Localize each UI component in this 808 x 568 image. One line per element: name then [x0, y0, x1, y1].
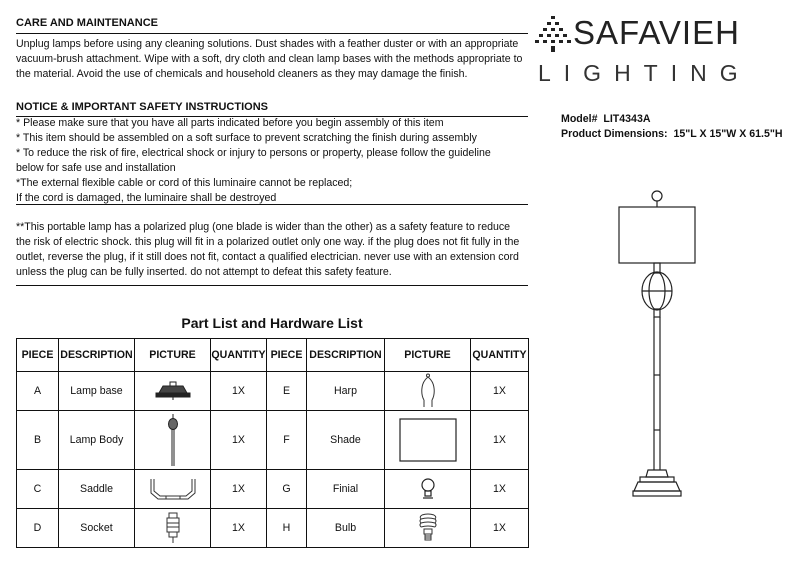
parts-list-title: Part List and Hardware List	[181, 315, 363, 331]
picture-cell	[385, 411, 471, 470]
harp-icon	[418, 373, 438, 409]
plug-line: unless the plug can be fully inserted. do not attempt to defeat this safety feature.	[16, 266, 392, 278]
quantity-cell: 1X	[211, 470, 267, 509]
picture-cell	[135, 372, 211, 411]
safety-line: below for safe use and installation	[16, 162, 176, 174]
floor-lamp-drawing-icon	[600, 185, 710, 505]
description-cell: Finial	[307, 470, 385, 509]
safety-line: * This item should be assembled on a soft surface to prevent scratching the finish during assembly	[16, 132, 477, 144]
saddle-icon	[148, 477, 198, 501]
quantity-cell: 1X	[211, 411, 267, 470]
care-line: Unplug lamps before using any cleaning solutions. Dust shades with a feather duster or with an appropriate	[16, 38, 519, 50]
header-piece: PIECE	[17, 339, 59, 372]
finial-icon	[418, 477, 438, 501]
table-row	[17, 372, 529, 411]
table-header-row	[17, 339, 529, 372]
safety-line: *The external flexible cable or cord of this luminaire cannot be replaced;	[16, 177, 353, 189]
piece-cell: H	[267, 509, 307, 548]
quantity-cell: 1X	[471, 372, 529, 411]
plug-line: the risk of electric shock. this plug will fit in a polarized outlet only one way. if the plug does not fit fully in the	[16, 236, 520, 248]
piece-cell: E	[267, 372, 307, 411]
lamp-body-icon	[166, 413, 180, 467]
care-divider	[16, 33, 528, 34]
description-cell: Shade	[307, 411, 385, 470]
header-picture: PICTURE	[135, 339, 211, 372]
picture-cell	[385, 470, 471, 509]
brand-name: SAFAVIEH	[573, 14, 740, 51]
plug-line: **This portable lamp has a polarized plug (one blade is wider than the other) as a safety feature to reduce	[16, 221, 511, 233]
piece-cell: A	[17, 372, 59, 411]
safety-text	[16, 116, 536, 206]
table-row	[17, 470, 529, 509]
description-cell: Harp	[307, 372, 385, 411]
piece-cell: G	[267, 470, 307, 509]
header-description: DESCRIPTION	[307, 339, 385, 372]
description-cell: Bulb	[307, 509, 385, 548]
header-piece: PIECE	[267, 339, 307, 372]
safety-heading: NOTICE & IMPORTANT SAFETY INSTRUCTIONS	[16, 101, 268, 113]
piece-cell: B	[17, 411, 59, 470]
piece-cell: F	[267, 411, 307, 470]
plug-text	[16, 220, 536, 280]
description-cell: Lamp base	[59, 372, 135, 411]
header-quantity: QUANTITY	[471, 339, 529, 372]
piece-cell: D	[17, 509, 59, 548]
description-cell: Saddle	[59, 470, 135, 509]
care-line: the material. Avoid the use of chemicals and household cleaners as they may damage the finish.	[16, 68, 468, 80]
quantity-cell: 1X	[471, 411, 529, 470]
dimensions-value: 15"L X 15"W X 61.5"H	[673, 128, 783, 140]
safety-bottom-divider	[16, 204, 528, 205]
quantity-cell: 1X	[471, 470, 529, 509]
care-text	[16, 37, 536, 82]
table-row	[17, 509, 529, 548]
quantity-cell: 1X	[211, 372, 267, 411]
parts-table	[16, 338, 529, 548]
picture-cell	[135, 470, 211, 509]
quantity-cell: 1X	[211, 509, 267, 548]
header-picture: PICTURE	[385, 339, 471, 372]
safety-line: * Please make sure that you have all parts indicated before you begin assembly of this item	[16, 117, 444, 129]
care-heading: CARE AND MAINTENANCE	[16, 17, 158, 29]
socket-icon	[164, 512, 182, 544]
dimensions-label: Product Dimensions:	[561, 128, 668, 140]
piece-cell: C	[17, 470, 59, 509]
picture-cell	[135, 509, 211, 548]
brand-subtitle: LIGHTING	[538, 60, 751, 86]
picture-cell	[385, 372, 471, 411]
bulb-icon	[416, 512, 440, 544]
table-row	[17, 411, 529, 470]
description-cell: Lamp Body	[59, 411, 135, 470]
plug-line: outlet, reverse the plug, if it still does not fit, contact a qualified electrician. never use with an extension cord	[16, 251, 519, 263]
model-value: LIT4343A	[603, 113, 651, 125]
lamp-base-icon	[153, 381, 193, 401]
safety-line: * To reduce the risk of fire, electrical shock or injury to persons or property, please follow the guideline	[16, 147, 491, 159]
care-line: vacuum-brush attachment. Wipe with a soft, dry cloth and clean lamp bases with the methods appropriate to	[16, 53, 523, 65]
header-quantity: QUANTITY	[211, 339, 267, 372]
brand-logo-icon	[533, 14, 573, 54]
quantity-cell: 1X	[471, 509, 529, 548]
picture-cell	[135, 411, 211, 470]
dimensions-line	[561, 128, 783, 140]
safety-line: If the cord is damaged, the luminaire shall be destroyed	[16, 192, 277, 204]
description-cell: Socket	[59, 509, 135, 548]
picture-cell	[385, 509, 471, 548]
shade-icon	[399, 418, 457, 462]
model-label: Model#	[561, 113, 598, 125]
header-description: DESCRIPTION	[59, 339, 135, 372]
model-line	[561, 113, 651, 125]
plug-divider	[16, 285, 528, 286]
